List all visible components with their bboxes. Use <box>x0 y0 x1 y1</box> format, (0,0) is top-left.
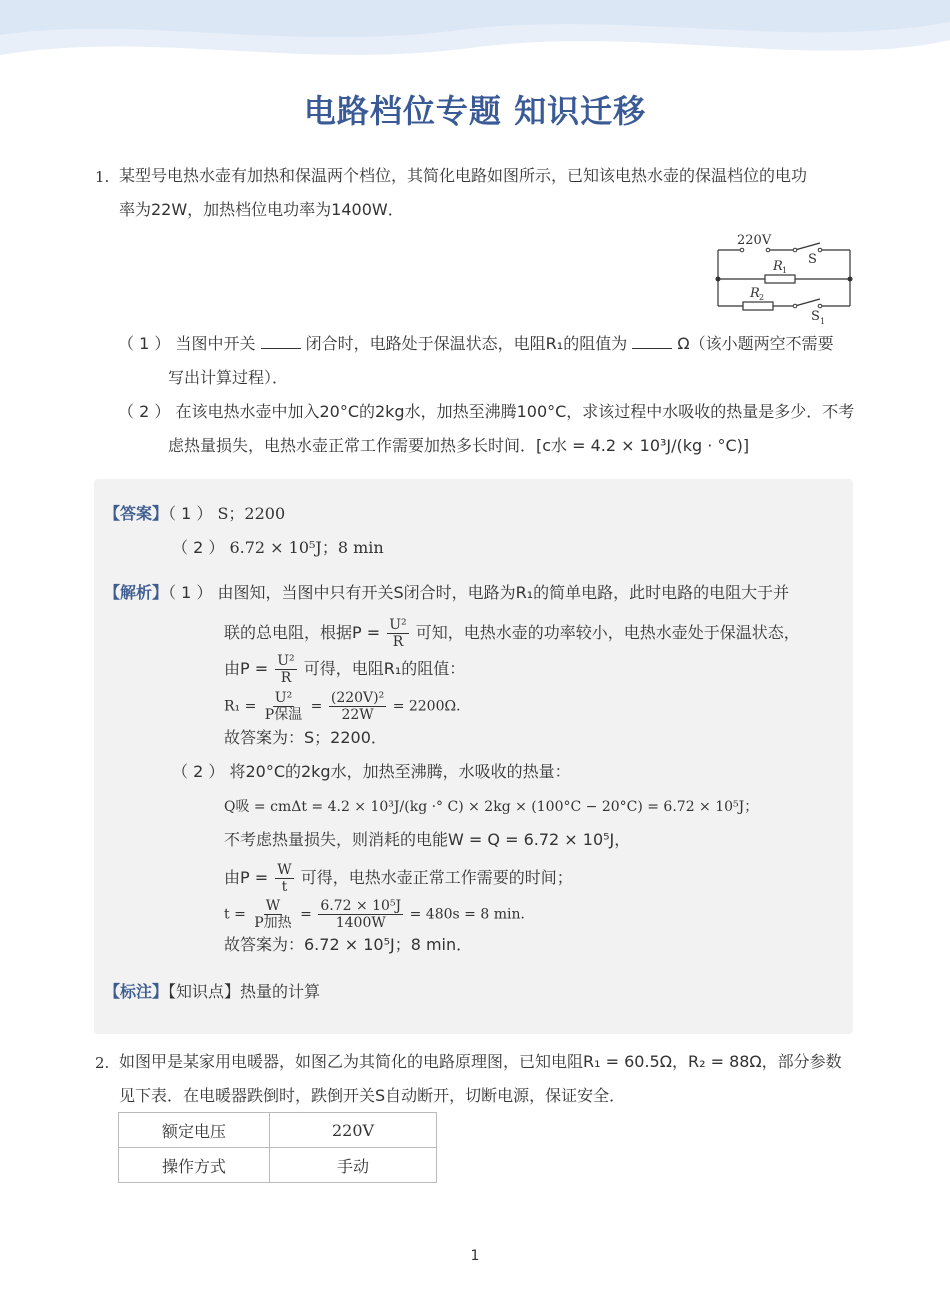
svg-text:1: 1 <box>782 266 788 275</box>
sub-question-2-cont: 虑热量损失，电热水壶正常工作需要加热多长时间．[c水 = 4.2 × 10³J/(kg · °C)] <box>168 436 750 455</box>
circuit-switch-s1-label: S <box>811 309 820 324</box>
analysis-line: 联的总电阻，根据P = $\frac{\text{U²}}{R}$ 可知，电热水壶的功率较小，电热水壶处于保温状态， <box>224 617 800 650</box>
table-row <box>119 1148 437 1183</box>
page-number: 1 <box>470 1248 480 1264</box>
note-section: 【标注】【知识点】热量的计算 <box>104 982 321 1001</box>
circuit-diagram <box>710 228 860 328</box>
table-cell-label: 操作方式 <box>119 1148 270 1183</box>
answer-tag: 【答案】 <box>104 504 169 523</box>
sub-question-1: （ 1 ） 当图中开关 闭合时，电路处于保温状态，电阻R₁的阻值为 Ω（该小题两空不需要 <box>118 334 834 353</box>
analysis-formula: Q吸 = cmΔt = 4.2 × 10³J/(kg ·° C) × 2kg × (100°C − 20°C) = 6.72 × 10⁵J； <box>224 799 759 815</box>
table-cell-value: 手动 <box>270 1148 437 1183</box>
svg-text:1: 1 <box>820 317 826 326</box>
circuit-r2-label: R <box>750 286 760 301</box>
answer-blank[interactable] <box>632 334 672 349</box>
question-number: 2. <box>95 1054 110 1072</box>
analysis-formula: t = $\frac{W}{\text{P加热}}$ = $\frac{\text{6.72 × 10⁵J}}{1400W}$ = 480s = 8 min． <box>224 898 535 931</box>
page-title: 电路档位专题 知识迁移 <box>303 92 647 130</box>
analysis-tag: 【解析】 <box>104 583 169 602</box>
answer-section: 【答案】（ 1 ） S；2200 <box>104 504 286 523</box>
circuit-voltage-label: 220V <box>737 233 772 248</box>
analysis-line: 故答案为：6.72 × 10⁵J；8 min． <box>224 935 473 954</box>
parameter-table <box>118 1112 437 1183</box>
answer-blank[interactable] <box>261 334 301 349</box>
table-cell-label: 额定电压 <box>119 1113 270 1148</box>
analysis-line: （ 2 ） 将20°C的2kg水，加热至沸腾，水吸收的热量： <box>172 762 571 781</box>
circuit-switch-s-label: S <box>808 252 817 267</box>
question-stem-line: 如图甲是某家用电暖器，如图乙为其简化的电路原理图，已知电阻R₁ = 60.5Ω，R₂ = 88Ω，部分参数 <box>119 1052 842 1071</box>
analysis-line: 故答案为：S；2200． <box>224 728 387 747</box>
analysis-formula: R₁ = $\frac{\text{U²}}{\text{P保温}}$ = $\frac{\text{(220V)²}}{22W}$ = 2200Ω． <box>224 690 471 723</box>
question-stem-line: 率为22W，加热档位电功率为1400W． <box>119 200 404 219</box>
sub-question-1-cont: 写出计算过程）． <box>168 368 289 387</box>
table-cell-value: 220V <box>270 1113 437 1148</box>
sub-question-2: （ 2 ） 在该电热水壶中加入20°C的2kg水，加热至沸腾100°C，求该过程中水吸收的热量是多少．不考 <box>118 402 855 421</box>
analysis-line: 不考虑热量损失，则消耗的电能W = Q = 6.72 × 10⁵J， <box>224 830 631 849</box>
svg-text:2: 2 <box>759 293 765 302</box>
analysis-line: 由P = $\frac{\text{U²}}{R}$ 可得，电阻R₁的阻值： <box>224 653 466 686</box>
analysis-section: 【解析】（ 1 ） 由图知，当图中只有开关S闭合时，电路为R₁的简单电路，此时电路的电阻大于并 <box>104 583 790 602</box>
table-row <box>119 1113 437 1148</box>
question-stem-line: 见下表．在电暖器跌倒时，跌倒开关S自动断开，切断电源，保证安全． <box>119 1086 626 1105</box>
circuit-r1-label: R <box>773 259 783 274</box>
header-wave-decoration <box>0 0 950 70</box>
analysis-line: 由P = $\frac{W}{t}$ 可得，电热水壶正常工作需要的时间； <box>224 862 573 895</box>
note-tag: 【标注】 <box>104 982 169 1001</box>
question-stem-line: 某型号电热水壶有加热和保温两个档位，其简化电路如图所示，已知该电热水壶的保温档位的电功 <box>119 166 808 185</box>
answer-panel <box>94 479 853 1034</box>
question-number: 1. <box>95 168 110 186</box>
answer-line: （ 2 ） 6.72 × 10⁵J；8 min <box>172 538 384 557</box>
